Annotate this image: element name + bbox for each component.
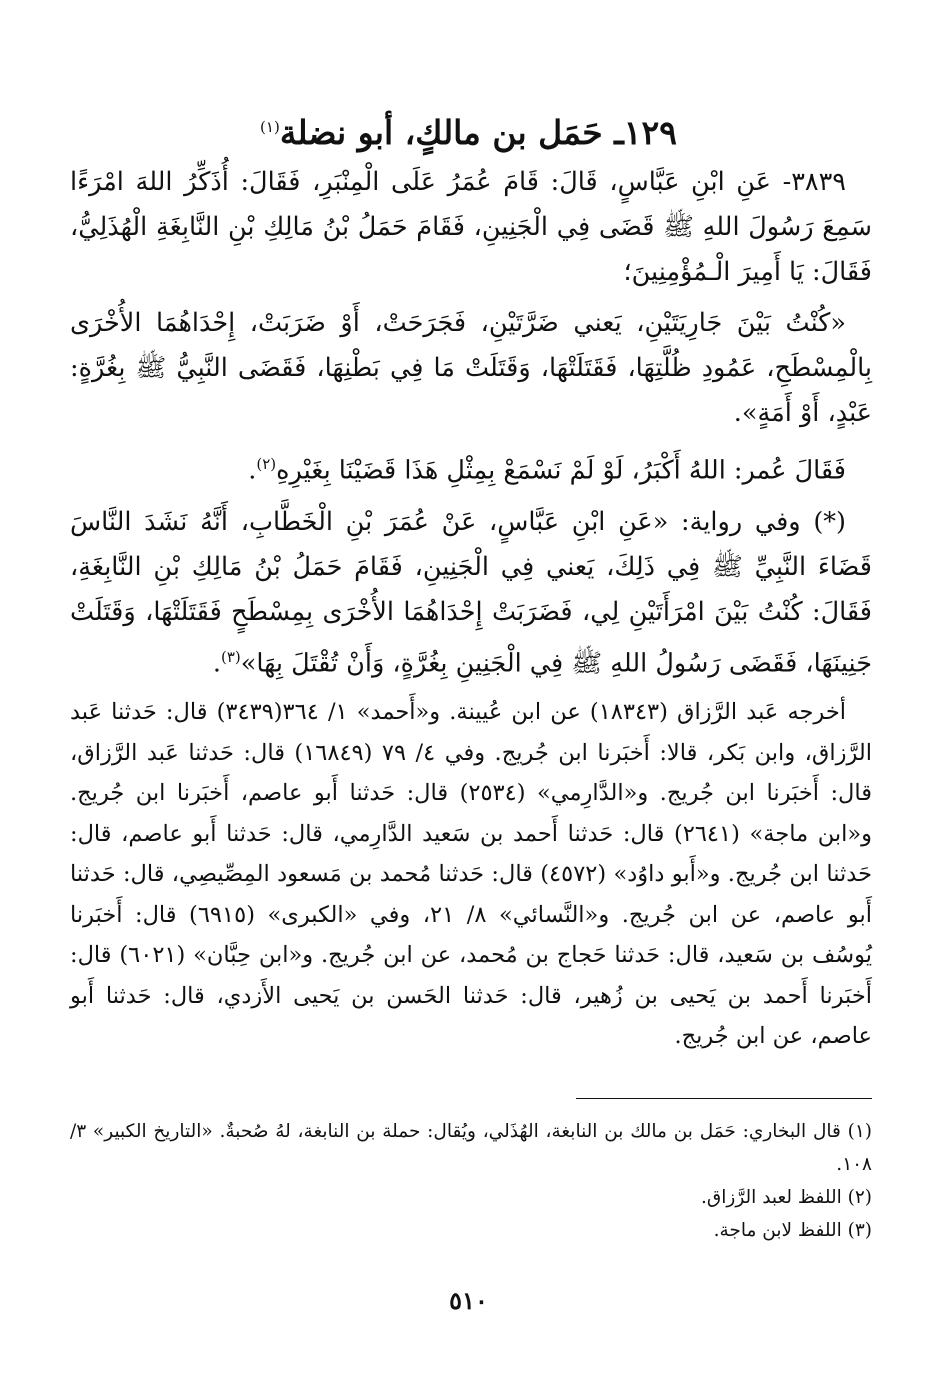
chapter-heading-text: ١٢٩ـ حَمَل بن مالكٍ، أبو نضلة xyxy=(279,113,677,152)
footnote-2: (٢) اللفظ لعبد الرَّزاق. xyxy=(701,1187,872,1208)
hadith-intro-paragraph: ٣٨٣٩- عَنِ ابْنِ عَبَّاسٍ، قَالَ: قَامَ عُمَرُ عَلَى الْمِنْبَرِ، فَقَالَ: أُذَكِّرُ اللهَ امْرَءًا سَمِعَ رَسُولَ اللهِ ﷺ قَضَى فِي الْجَنِينِ، فَقَامَ حَمَلُ بْنُ مَالِكِ بْنِ النَّابِغَةِ الْهُذَلِيُّ، فَقَالَ: يَا أَمِيرَ الْـمُؤْمِنِينَ؛ xyxy=(70,167,872,287)
footnotes xyxy=(70,1115,872,1247)
hadith-quote-paragraph: «كُنْتُ بَيْنَ جَارِيَتَيْنِ، يَعني ضَرَّتَيْنِ، فَجَرَحَتْ، أَوْ ضَرَبَتْ، إِحْدَاهُمَا الأُخْرَى بِالْمِسْطَحِ، عَمُودِ ظُلَّتِهَا، فَقَتَلَتْهَا، وَقَتَلَتْ مَا فِي بَطْنِهَا، فَقَضَى النَّبِيُّ ﷺ بِغُرَّةٍ: عَبْدٍ، أَوْ أَمَةٍ». xyxy=(70,308,872,428)
riwaya-paragraph xyxy=(70,500,872,687)
umar-reply-end: . xyxy=(248,455,257,486)
footnote-ref-2: (٢) xyxy=(256,455,277,473)
umar-reply-paragraph xyxy=(70,442,872,494)
riwaya-text: (*) وفي رواية: «عَنِ ابْنِ عَبَّاسٍ، عَنْ عُمَرَ بْنِ الْخَطَّابِ، أَنَّهُ نَشَدَ النَّاسَ قَضَاءَ النَّبِيِّ ﷺ فِي ذَلِكَ، يَعني فِي الْجَنِينِ، فَقَامَ حَمَلُ بْنُ مَالِكِ بْنِ النَّابِغَةِ، فَقَالَ: كُنْتُ بَيْنَ امْرَأَتَيْنِ لِي، فَضَرَبَتْ إِحْدَاهُمَا الأُخْرَى بِمِسْطَحٍ فَقَتَلَتْهَا، وَقَتَلَتْ جَنِينَهَا، فَقَضَى رَسُولُ اللهِ ﷺ فِي الْجَنِينِ بِغُرَّةٍ، وَأَنْ تُقْتَلَ بِهَا» xyxy=(70,506,872,678)
footnote-ref-3: (٣) xyxy=(220,647,241,666)
chapter-title xyxy=(70,102,867,158)
footnote-3: (٣) اللفظ لابن ماجة. xyxy=(713,1220,872,1241)
umar-reply-text: فَقَالَ عُمر: اللهُ أَكْبَرُ، لَوْ لَمْ نَسْمَعْ بِمِثْلِ هَذَا قَضَيْنَا بِغَيْرِهِ xyxy=(276,455,846,486)
page-number: ٥١٠ xyxy=(449,1286,488,1315)
footnote-1: (١) قال البخاري: حَمَل بن مالك بن النابغة، الهُذَلي، ويُقال: حملة بن النابغة، لهُ صُحبةٌ. «التاريخ الكبير» ٣/ ١٠٨. xyxy=(70,1121,872,1175)
hadith-body xyxy=(70,160,872,1057)
riwaya-end: . xyxy=(212,648,221,678)
footnote-divider xyxy=(576,1098,872,1099)
footnote-ref-1: (١) xyxy=(260,118,280,136)
takhrij-paragraph: أخرجه عَبد الرَّزاق (١٨٣٤٣) عن ابن عُيينة. و«أَحمد» ١/ ٣٦٤(٣٤٣٩) قال: حَدثنا عَبد الرَّزاق، وابن بَكر، قالا: أَخبَرنا ابن جُريج. وفي ٤/ ٧٩ (١٦٨٤٩) قال: حَدثنا عَبد الرَّزاق، قال: أَخبَرنا ابن جُريج. و«الدَّارِمي» (٢٥٣٤) قال: حَدثنا أَبو عاصم، أَخبَرنا ابن جُريج. و«ابن ماجة» (٢٦٤١) قال: حَدثنا أَحمد بن سَعيد الدَّارِمي، قال: حَدثنا أَبو عاصم، قال: حَدثنا ابن جُريج. و«أَبو داوُد» (٤٥٧٢) قال: حَدثنا مُحمد بن مَسعود المِصِّيصِي، قال: حَدثنا أَبو عاصم، عن ابن جُريج. و«النَّسائي» ٨/ ٢١، وفي «الكبرى» (٦٩١٥) قال: أَخبَرنا يُوسُف بن سَعيد، قال: حَدثنا حَجاج بن مُحمد، عن ابن جُريج. و«ابن حِبَّان» (٦٠٢١) قال: أَخبَرنا أَحمد بن يَحيى بن زُهير، قال: حَدثنا الحَسن بن يَحيى الأَزدي، قال: حَدثنا أَبو عاصم، عن ابن جُريج. xyxy=(70,699,873,1049)
